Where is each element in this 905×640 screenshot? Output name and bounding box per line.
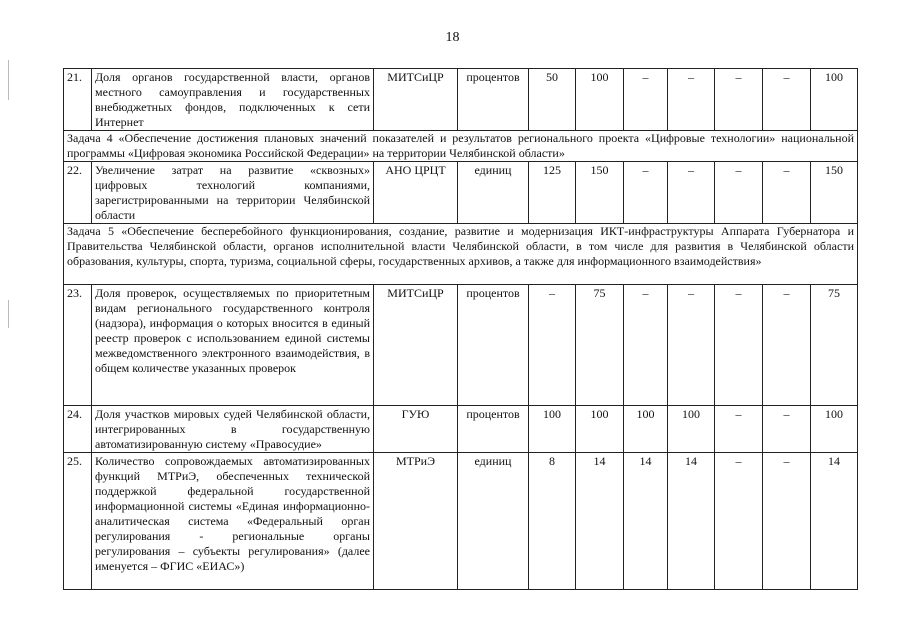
value-cell: – bbox=[668, 69, 715, 131]
value-cell: 100 bbox=[576, 406, 624, 453]
value-cell: 50 bbox=[529, 69, 576, 131]
value-cell: – bbox=[715, 285, 763, 406]
task-row bbox=[64, 131, 858, 162]
value-cell: – bbox=[624, 162, 668, 224]
value-cell: 100 bbox=[529, 406, 576, 453]
responsible-org: МТРиЭ bbox=[374, 453, 458, 590]
row-number: 24. bbox=[64, 406, 92, 453]
unit: процентов bbox=[458, 406, 529, 453]
value-cell: – bbox=[715, 162, 763, 224]
unit: процентов bbox=[458, 69, 529, 131]
value-cell: – bbox=[668, 162, 715, 224]
task-text: Задача 5 «Обеспечение бесперебойного функционирования, создание, развитие и модернизация ИКТ-инфраструктуры Аппарата Губернатора и Правительства Челябинской области, органов исполнительной власти Челябинской области, в том числе для развития в Челябинской области образования, культуры, спорта, туризма, социальной сферы, государственных архивов, а также для информационного взаимодействия» bbox=[64, 224, 858, 285]
task-text: Задача 4 «Обеспечение достижения плановых значений показателей и результатов регионального проекта «Цифровые технологии» национальной программы «Цифровая экономика Российской Федерации» на территории Челябинской области» bbox=[64, 131, 858, 162]
value-cell: 14 bbox=[811, 453, 858, 590]
value-cell: 150 bbox=[576, 162, 624, 224]
row-number: 22. bbox=[64, 162, 92, 224]
value-cell: 8 bbox=[529, 453, 576, 590]
indicator-name: Увеличение затрат на развитие «сквозных» цифровых технологий компаниями, зарегистрированными на территории Челябинской области bbox=[92, 162, 374, 224]
row-number: 23. bbox=[64, 285, 92, 406]
value-cell: 14 bbox=[668, 453, 715, 590]
row-number: 25. bbox=[64, 453, 92, 590]
responsible-org: МИТСиЦР bbox=[374, 69, 458, 131]
scan-margin-mark bbox=[8, 60, 9, 100]
value-cell: – bbox=[715, 69, 763, 131]
indicator-name: Доля участков мировых судей Челябинской области, интегрированных в государственную автоматизированную систему «Правосудие» bbox=[92, 406, 374, 453]
value-cell: – bbox=[529, 285, 576, 406]
value-cell: – bbox=[624, 69, 668, 131]
responsible-org: МИТСиЦР bbox=[374, 285, 458, 406]
page-number: 18 bbox=[445, 30, 460, 45]
value-cell: 100 bbox=[576, 69, 624, 131]
responsible-org: АНО ЦРЦТ bbox=[374, 162, 458, 224]
value-cell: 100 bbox=[811, 406, 858, 453]
value-cell: – bbox=[715, 453, 763, 590]
scan-margin-mark bbox=[8, 300, 9, 328]
responsible-org: ГУЮ bbox=[374, 406, 458, 453]
value-cell: 100 bbox=[624, 406, 668, 453]
value-cell: – bbox=[668, 285, 715, 406]
value-cell: 150 bbox=[811, 162, 858, 224]
value-cell: – bbox=[763, 69, 811, 131]
unit: единиц bbox=[458, 162, 529, 224]
value-cell: – bbox=[624, 285, 668, 406]
table-row bbox=[64, 285, 858, 406]
value-cell: – bbox=[763, 406, 811, 453]
value-cell: – bbox=[715, 406, 763, 453]
unit: процентов bbox=[458, 285, 529, 406]
value-cell: – bbox=[763, 285, 811, 406]
value-cell: 125 bbox=[529, 162, 576, 224]
value-cell: 14 bbox=[576, 453, 624, 590]
value-cell: 75 bbox=[811, 285, 858, 406]
indicator-name: Доля органов государственной власти, органов местного самоуправления и государственных внебюджетных фондов, подключенных к сети Интернет bbox=[92, 69, 374, 131]
value-cell: – bbox=[763, 162, 811, 224]
table-row bbox=[64, 406, 858, 453]
table-row bbox=[64, 162, 858, 224]
indicators-table bbox=[63, 68, 858, 590]
unit: единиц bbox=[458, 453, 529, 590]
value-cell: 100 bbox=[668, 406, 715, 453]
value-cell: 14 bbox=[624, 453, 668, 590]
indicator-name: Количество сопровождаемых автоматизированных функций МТРиЭ, обеспеченных технической поддержкой федеральной государственной информационной системы «Единая информационно-аналитическая система «Федеральный орган регулирования - региональные органы регулирования – субъекты регулирования» (далее именуется – ФГИС «ЕИАС») bbox=[92, 453, 374, 590]
task-row bbox=[64, 224, 858, 285]
value-cell: 75 bbox=[576, 285, 624, 406]
value-cell: 100 bbox=[811, 69, 858, 131]
row-number: 21. bbox=[64, 69, 92, 131]
indicator-name: Доля проверок, осуществляемых по приоритетным видам регионального государственного контроля (надзора), информация о которых вносится в единый реестр проверок с использованием единой системы межведомственного электронного взаимодействия, в общем количестве указанных проверок bbox=[92, 285, 374, 406]
table-row bbox=[64, 453, 858, 590]
table-row bbox=[64, 69, 858, 131]
value-cell: – bbox=[763, 453, 811, 590]
